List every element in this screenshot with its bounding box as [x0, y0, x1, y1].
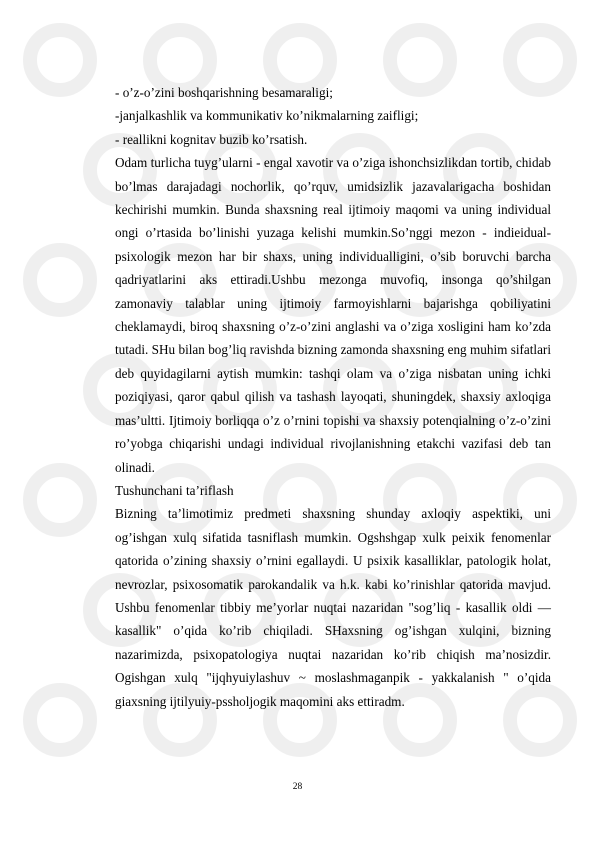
paragraph: Odam turlicha tuyg’ularni - engal xavotir va o’ziga ishonchsizlikdan tortib, chidab bo’lmas darajadagi nochorlik, qo’rquv, umidsizlik jazavalarigacha boshidan kechirishi mumkin. Bunda shaxsning real ijtimoiy maqomi va uning individual ongi o’rtasida bo’linishi yuzaga kelishi mumkin.So’nggi mezon - indieidual-psixologik mezon har bir shaxs, uning individualligini, o’sib boruvchi barcha qadriyatlarini aks ettiradi.Ushbu mezonga muvofiq, insonga qo’shilgan zamonaviy talablar uning ijtimoiy farmoyishlarni bajarishga qobiliyatini cheklamaydi, biroq shaxsning o’z-o’zini anglashi va o’ziga xosligini ham ko’zda tutadi. SHu bilan bog’liq ravishda bizning zamonda shaxsning eng muhim sifatlari deb quyidagilarni aytish mumkin: tashqi olam va o’ziga nisbatan uning ichki poziqiyasi, qaror qabul qilish va tashash layoqati, shuningdek, shaxsiy axloqiga mas’ultti. Ijtimoiy borliqqa o’z o’rnini topishi va shaxsiy potenqialning o’z-o’zini ro’yobga chiqarishi undagi individual rivojlanishning etakchi vazifasi deb tan olinadi.: [115, 155, 551, 475]
document-body: [115, 81, 551, 713]
list-item: - reallikni kognitav buzib ko’rsatish.: [115, 131, 308, 147]
list-item: -janjalkashlik va kommunikativ ko’nikmalarning zaifligi;: [115, 108, 419, 124]
list-item: - o’z-o’zini boshqarishning besamaraligi;: [115, 85, 333, 100]
section-heading: Tushunchani ta’riflash: [115, 482, 234, 498]
page-number: 28: [292, 782, 303, 792]
paragraph: Bizning ta’limotimiz predmeti shaxsning shunday axloqiy aspektiki, uni og’ishgan xulq sifatida tasniflash mumkin. Ogshshgap xulk peixik fenomenlar qatorida o’zining shaxsiy o’rnini egallaydi. U psixik kasalliklar, patologik holat, nevrozlar, psixosomatik parokandalik va h.k. kabi ko’rinishlar qatorida mavjud. Ushbu fenomenlar tibbiy me’yorlar nuqtai nazaridan "sog’liq - kasallik oldi — kasallik" o’qida ko’rib chiqiladi. SHaxsning og’ishgan xulqini, bizning nazarimizda, psixopatologiya nuqtai nazaridan ko’rib chiqish ma’nosizdir. Ogishgan xulq "ijqhyuiylashuv ~ moslashmaganpik - yakkalanish " o’qida giaxsning ijtilyuiy-pssholjogik maqomini aks ettiradm.: [115, 506, 551, 709]
